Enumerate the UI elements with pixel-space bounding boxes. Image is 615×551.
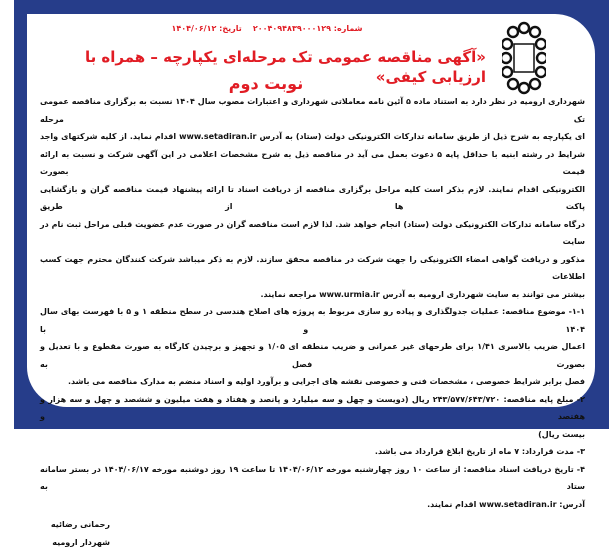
item-line: ۴- تاریخ دریافت اسناد مناقصه: از ساعت ۱۰ روز چهارشنبه مورخه ۱۴۰۴/۰۶/۱۲ تا ساعت ۱۹ روز دوشنبه مورخه ۱۴۰۴/۰۶/۱۷ در بستر سامانه ستاد به [40,461,585,496]
item-line: آدرس: www.setadiran.ir اقدام نمایند. [40,496,585,514]
intro-line: شهرداری ارومیه در نظر دارد به استناد ماده ۵ آئین نامه معاملاتی شهرداری و اعتبارات مصوب سال ۱۴۰۴ نسبت به برگزاری مناقصه عمومی تک مرحله [40,93,585,128]
signature [40,516,110,551]
ad-body [40,93,585,551]
intro-line: الکترونیکی اقدام نمایند. لازم بذکر است کلیه مراحل برگزاری مناقصه از دریافت اسناد تا ارائه پیشنهاد قیمت مناقصه گران و بازگشایی پاکت ها از طریق [40,181,585,216]
item-line: ۱-۱- موضوع مناقصه: عملیات جدولگذاری و پیاده رو سازی مربوط به پروژه های اصلاح هندسی در سطح منطقه ۱ و ۵ با فهرست بهای سال ۱۴۰۴ و با [40,303,585,338]
ad-number: شماره: ۲۰۰۴۰۹۴۸۳۹۰۰۰۱۲۹ [253,24,363,33]
signature-role: شهردار ارومیه [40,534,110,551]
intro-line: ای یکپارچه به شرح ذیل از طریق سامانه تدارکات الکترونیکی دولت (ستاد) به آدرس www.setadiran.ir اقدام نماید. از کلیه شرکتهای واجد [40,128,585,146]
item-line: فصل برابر شرایط خصوصی ، مشخصات فنی و خصوصی نقشه های اجرایی و برآورد اولیه و اسناد منضم به مدارک مناقصه می باشد. [40,373,585,391]
ad-reference [130,24,404,33]
ad-round: نوبت دوم [200,74,332,93]
item-line: ۲- مبلغ پایه مناقصه: ۲۴۳/۵۷۷/۶۴۳/۷۲۰ ریال (دویست و چهل و سه میلیارد و پانصد و هفتاد و هفت میلیون و ششصد و چهل و سه هزار و هفتصد و [40,391,585,426]
item-line: بیست ریال) [40,426,585,444]
intro-line: مذکور و دریافت گواهی امضاء الکترونیکی را جهت شرکت در مناقصه محقق سازند. لازم به ذکر میباشد شرکت کنندگان محترم جهت کسب اطلاعات [40,251,585,286]
item-line: ۳- مدت قرارداد: ۷ ماه از تاریخ ابلاغ قرارداد می باشد. [40,443,585,461]
intro-line: شرایط در رشته ابنیه با حداقل پایه ۵ دعوت بعمل می آید در مناقصه ذیل به شرح مشخصات اعلامی در این آگهی شرکت و نسبت به ارائه قیمت بصورت [40,146,585,181]
intro-line: درگاه سامانه تدارکات الکترونیکی دولت (ستاد) انجام خواهد شد. لذا لازم است مناقصه گران در صورت عدم عضویت قبلی مراحل ثبت نام در سایت [40,216,585,251]
item-line: اعمال ضریب بالاسری ۱/۴۱ برای طرحهای غیر عمرانی و ضریب منطقه ای ۱/۰۵ و تجهیز و برچیدن کارگاه به صورت مقطوع و با تعدیل و بصورت فصل به [40,338,585,373]
urmia-municipality-logo-icon [502,20,546,96]
signature-name: رحمانی رضائیه [40,516,110,534]
ad-date: تاریخ: ۱۴۰۴/۰۶/۱۲ [171,24,241,33]
intro-line: بیشتر می توانند به سایت شهرداری ارومیه به آدرس www.urmia.ir مراجعه نمایند. [40,286,585,304]
ad-title: «آگهی مناقصه عمومی تک مرحله‌ای یکپارچه – همراه با ارزیابی کیفی» [60,47,486,87]
